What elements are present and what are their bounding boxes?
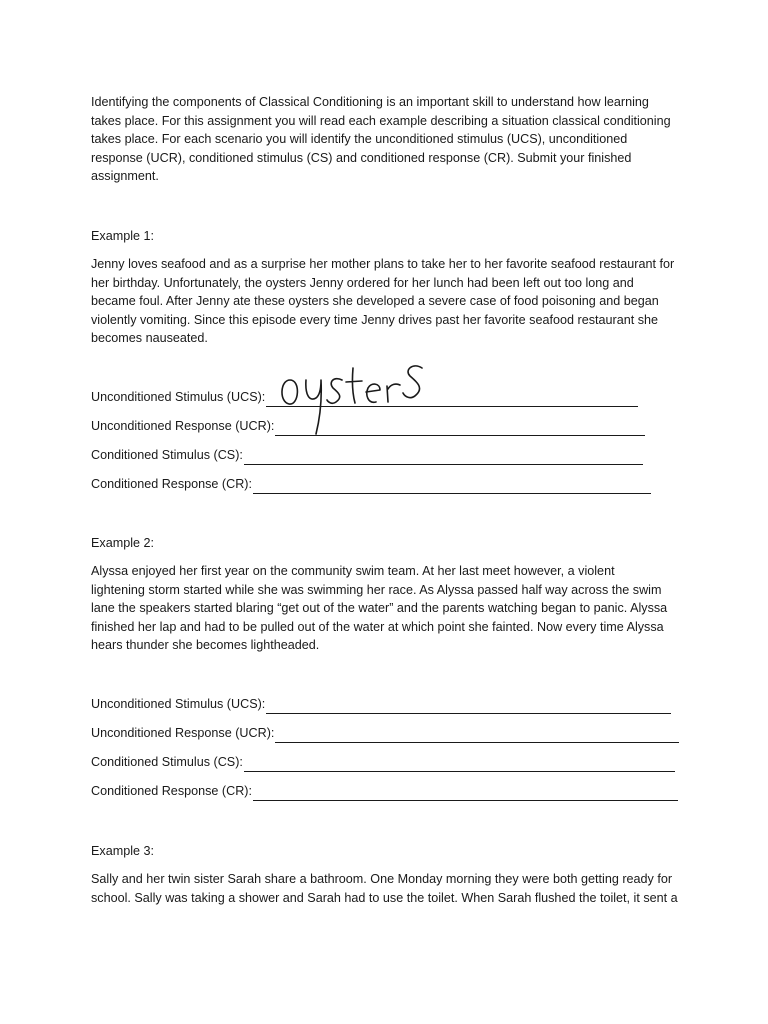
example-1-heading: Example 1:: [91, 229, 154, 243]
field-label: Conditioned Response (CR):: [91, 477, 253, 491]
scenario-line: her birthday. Unfortunately, the oysters Jenny ordered for her lunch had been left out too long and: [91, 275, 634, 290]
cs-answer-blank[interactable]: [244, 450, 643, 465]
intro-line: takes place. For each scenario you will identify the unconditioned stimulus (UCS), unconditioned: [91, 132, 628, 147]
cs-answer-blank[interactable]: [244, 757, 675, 772]
example-2-heading: Example 2:: [91, 536, 154, 550]
example-1-cs-field: [91, 446, 643, 465]
intro-paragraph: [91, 93, 691, 186]
cr-answer-blank[interactable]: [253, 786, 678, 801]
intro-line: response (UCR), conditioned stimulus (CS) and conditioned response (CR). Submit your finished: [91, 150, 632, 165]
ucs-answer-blank[interactable]: [266, 699, 671, 714]
example-1-scenario: [91, 255, 691, 348]
scenario-line: became foul. After Jenny ate these oysters she developed a severe case of food poisoning and began: [91, 294, 659, 309]
scenario-line: Alyssa enjoyed her first year on the community swim team. At her last meet however, a violent: [91, 564, 615, 578]
example-1-cr-field: [91, 475, 651, 494]
scenario-line: lane the speakers started blaring “get out of the water” and the parents watching began to panic. Alyssa: [91, 601, 668, 616]
intro-line: Identifying the components of Classical Conditioning is an important skill to understand how learning: [91, 95, 649, 109]
intro-line: takes place. For this assignment you will read each example describing a situation classical conditioning: [91, 113, 671, 128]
field-label: Conditioned Stimulus (CS):: [91, 755, 243, 769]
scenario-line: Sally and her twin sister Sarah share a bathroom. One Monday morning they were both getting ready for: [91, 872, 673, 886]
example-3-scenario: [91, 870, 691, 907]
field-label: Unconditioned Stimulus (UCS):: [91, 697, 266, 711]
field-label: Conditioned Response (CR):: [91, 784, 253, 798]
scenario-line: hears thunder she becomes lightheaded.: [91, 638, 320, 653]
scenario-line: Jenny loves seafood and as a surprise her mother plans to take her to her favorite seafood restaurant for: [91, 257, 675, 271]
scenario-line: finished her lap and had to be pulled out of the water at which point she fainted. Now every time Alyssa: [91, 619, 664, 634]
scenario-line: school. Sally was taking a shower and Sarah had to use the toilet. When Sarah flushed the toilet, it sent a: [91, 890, 678, 905]
example-2-cs-field: [91, 753, 675, 772]
intro-line: assignment.: [91, 169, 159, 184]
example-2-cr-field: [91, 782, 678, 801]
field-label: Unconditioned Stimulus (UCS):: [91, 390, 266, 404]
field-label: Unconditioned Response (UCR):: [91, 726, 275, 740]
example-2-ucr-field: [91, 724, 679, 743]
field-label: Unconditioned Response (UCR):: [91, 419, 275, 433]
scenario-line: violently vomiting. Since this episode every time Jenny drives past her favorite seafood restaurant she: [91, 312, 659, 327]
scenario-line: becomes nauseated.: [91, 331, 208, 346]
field-label: Conditioned Stimulus (CS):: [91, 448, 243, 462]
example-2-scenario: [91, 562, 691, 655]
example-3-heading: Example 3:: [91, 844, 154, 858]
handwritten-answer-oysters: [276, 362, 436, 436]
ucr-answer-blank[interactable]: [275, 728, 679, 743]
example-2-ucs-field: [91, 695, 671, 714]
cr-answer-blank[interactable]: [253, 479, 651, 494]
scenario-line: lightening storm started while she was swimming her race. As Alyssa passed half way across the swim: [91, 582, 662, 597]
